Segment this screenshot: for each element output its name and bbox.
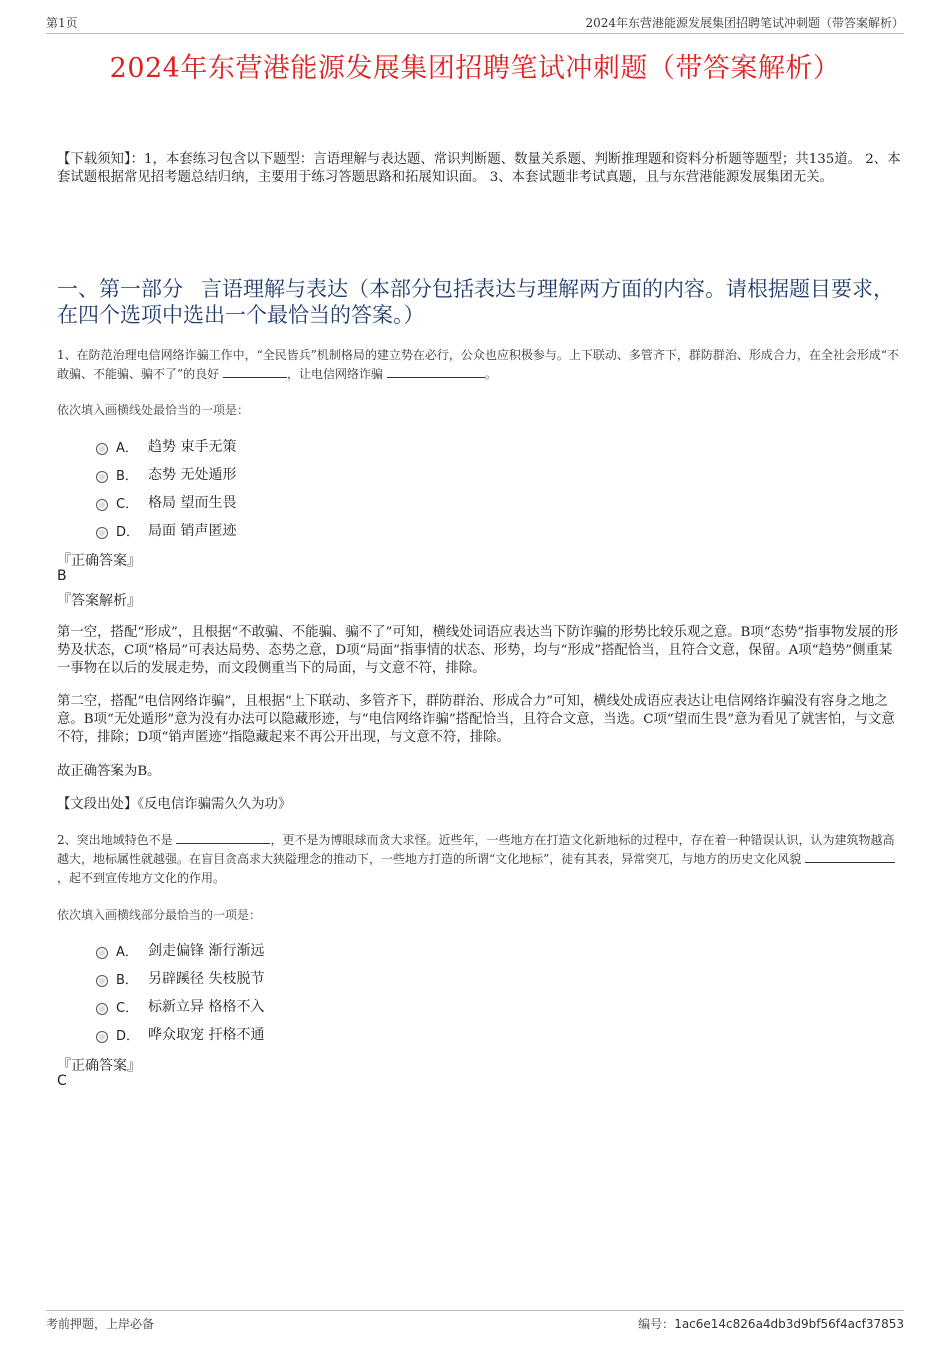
q1-answer-label: 『正确答案』 (57, 553, 141, 569)
q1-source: 【文段出处】《反电信诈骗需久久为功》 (57, 797, 292, 812)
radio-icon[interactable] (96, 947, 108, 959)
q2-option-d[interactable] (96, 1020, 264, 1048)
footer-code: 1ac6e14c826a4db3d9bf56f4acf37853 (674, 1317, 904, 1331)
option-letter: A． (116, 944, 138, 960)
q2-option-b[interactable] (96, 964, 264, 992)
q2-blank-1 (176, 832, 270, 844)
q2-stem-part-c: ，起不到宣传地方文化的作用。 (57, 871, 226, 885)
radio-icon[interactable] (96, 471, 108, 483)
radio-icon[interactable] (96, 443, 108, 455)
q1-option-b[interactable] (96, 460, 236, 488)
section-heading (57, 276, 903, 328)
radio-icon[interactable] (96, 1003, 108, 1015)
q1-answer: B (57, 568, 67, 584)
q1-blank-1 (223, 366, 287, 378)
q2-options (96, 936, 264, 1048)
q2-blank-2 (805, 851, 895, 863)
page-number: 第1页 (46, 16, 78, 30)
q1-stem (57, 346, 903, 384)
footer-code-block (638, 1315, 904, 1332)
download-notice: 【下载须知】：1，本套练习包含以下题型：言语理解与表达题、常识判断题、数量关系题、判断推理题和资料分析题等题型；共135道。 2、本套试题根据常见招考题总结归纳，主要用于练习答题思路和拓展知识面。 3、本套试题非考试真题，且与东营港能源发展集团无关。 (57, 152, 901, 185)
q1-option-d[interactable] (96, 516, 236, 544)
q1-analysis-1: 第一空，搭配“形成”，且根据“不敢骗、不能骗、骗不了”可知，横线处词语应表达当下防诈骗的形势比较乐观之意。B项“态势”指事物发展的形势及状态，C项“格局”可表达局势、态势之意，D项“局面”指事情的状态、形势，均与“形成”搭配恰当，且符合文意，保留。A项“趋势”侧重某一事物在以后的发展走势，而文段侧重当下的局面，与文意不符，排除。 (57, 625, 898, 676)
q1-stem-part-b: ，让电信网络诈骗 (286, 367, 383, 381)
q2-stem (57, 831, 903, 888)
section-part: 一、第一部分 (57, 277, 183, 301)
option-text: 格局 望而生畏 (148, 495, 237, 511)
page-footer (46, 1310, 904, 1332)
footer-slogan: 考前押题，上岸必备 (46, 1317, 155, 1331)
option-letter: D． (116, 1028, 140, 1044)
option-letter: B． (116, 468, 138, 484)
q1-option-c[interactable] (96, 488, 236, 516)
option-text: 哗众取宠 扞格不通 (148, 1027, 265, 1043)
page-title: 2024年东营港能源发展集团招聘笔试冲刺题（带答案解析） (109, 53, 841, 84)
option-letter: A． (116, 440, 138, 456)
q1-blank-2 (387, 366, 485, 378)
option-letter: B． (116, 972, 138, 988)
page-header (46, 14, 904, 34)
q1-analysis-2: 第二空，搭配“电信网络诈骗”，且根据“上下联动、多管齐下，群防群治、形成合力”可知，横线处成语应表达让电信网络诈骗没有容身之地之意。B项“无处遁形”意为没有办法可以隐藏形迹，与“电信网络诈骗”搭配恰当，且符合文意，当选。C项“望而生畏”意为看见了就害怕，与文意不符，排除；D项“销声匿迹”指隐藏起来不再公开出现，与文意不符，排除。 (57, 694, 895, 745)
q2-option-a[interactable] (96, 936, 264, 964)
q2-stem-part-a: 2、突出地域特色不是 (57, 833, 173, 847)
q1-option-a[interactable] (96, 432, 236, 460)
radio-icon[interactable] (96, 1031, 108, 1043)
q1-stem-part-a: 1、在防范治理电信网络诈骗工作中，“全民皆兵”机制格局的建立势在必行，公众也应积极参与。上下联动、多管齐下，群防群治、形成合力，在全社会形成“不敢骗、不能骗、骗不了”的良好 (57, 348, 900, 381)
q1-prompt: 依次填入画横线处最恰当的一项是： (57, 403, 250, 417)
q1-stem-part-c: 。 (484, 367, 497, 381)
radio-icon[interactable] (96, 527, 108, 539)
option-text: 剑走偏锋 渐行渐远 (148, 943, 265, 959)
section-desc: 言语理解与表达（本部分包括表达与理解两方面的内容。请根据题目要求，在四个选项中选出一个最恰当的答案。） (57, 277, 894, 327)
q1-conclusion: 故正确答案为B。 (57, 764, 161, 779)
header-doc-title: 2024年东营港能源发展集团招聘笔试冲刺题（带答案解析） (585, 16, 904, 30)
radio-icon[interactable] (96, 975, 108, 987)
q2-answer: C (57, 1073, 67, 1089)
footer-code-label: 编号： (638, 1317, 675, 1331)
q2-prompt: 依次填入画横线部分最恰当的一项是： (57, 908, 262, 922)
option-letter: C． (116, 1000, 139, 1016)
radio-icon[interactable] (96, 499, 108, 511)
q1-analysis-label: 『答案解析』 (57, 593, 141, 609)
option-letter: C． (116, 496, 139, 512)
option-text: 另辟蹊径 失枝脱节 (148, 971, 265, 987)
option-letter: D． (116, 524, 140, 540)
option-text: 局面 销声匿迹 (148, 523, 237, 539)
q1-options (96, 432, 236, 544)
option-text: 态势 无处遁形 (148, 467, 237, 483)
option-text: 标新立异 格格不入 (148, 999, 265, 1015)
q2-answer-label: 『正确答案』 (57, 1058, 141, 1074)
q2-option-c[interactable] (96, 992, 264, 1020)
option-text: 趋势 束手无策 (148, 439, 237, 455)
q2-stem-part-b: ，更不是为博眼球而贪大求怪。近些年，一些地方在打造文化新地标的过程中，存在着一种错误认识，认为建筑物越高越大，地标属性就越强。在盲目贪高求大狭隘理念的推动下，一些地方打造的所谓“文化地标”，徒有其表，异常突兀，与地方的历史文化风貌 (57, 833, 895, 866)
